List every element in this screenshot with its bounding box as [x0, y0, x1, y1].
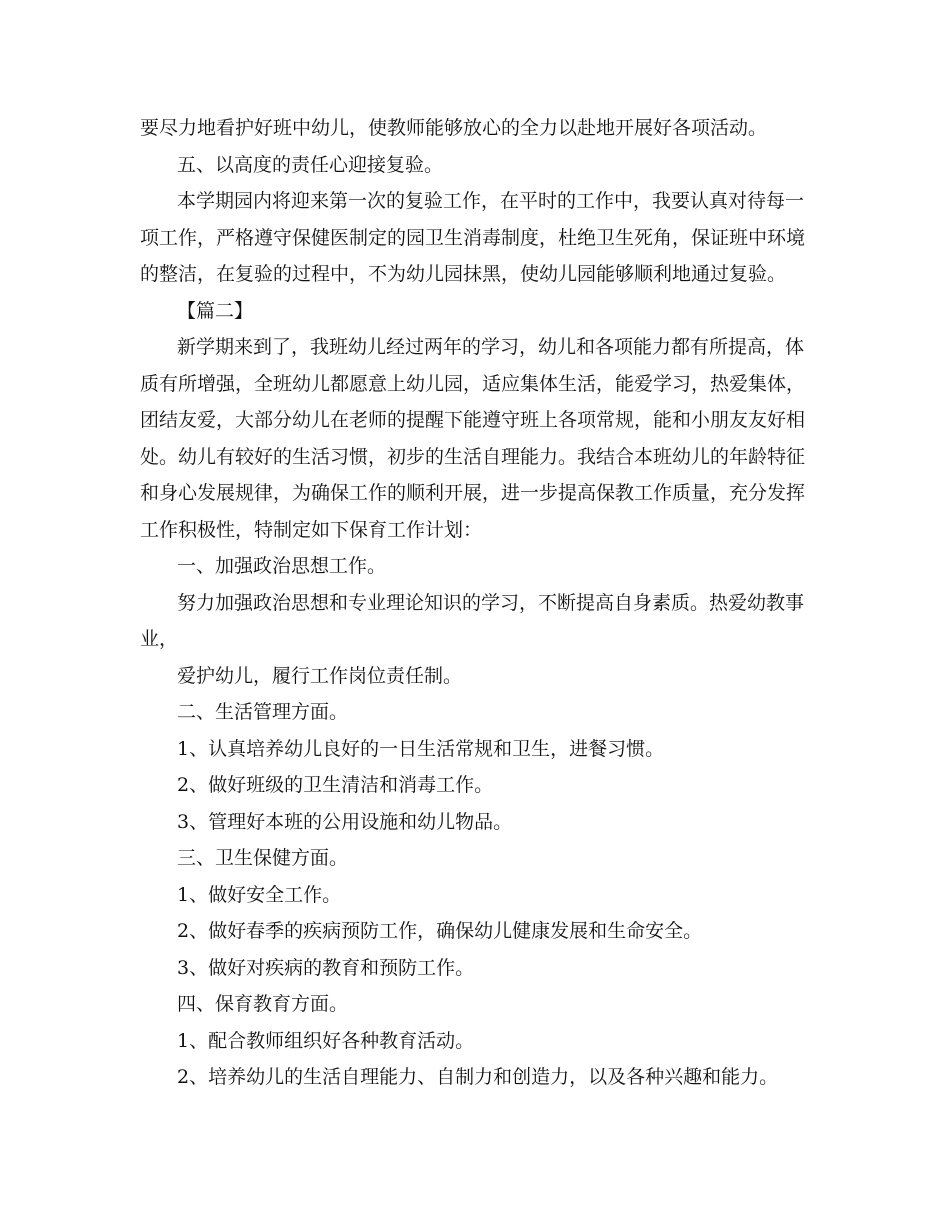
paragraph: 爱护幼儿，履行工作岗位责任制。 — [177, 664, 463, 687]
section-heading: 一、加强政治思想工作。 — [177, 555, 387, 577]
list-item: 3、管理好本班的公用设施和幼儿物品。 — [177, 810, 513, 833]
list-item: 2、做好春季的疾病预防工作，确保幼儿健康发展和生命安全。 — [177, 920, 703, 942]
list-item: 3、做好对疾病的教育和预防工作。 — [177, 956, 475, 979]
part-heading: 【篇二】 — [177, 299, 254, 322]
section-heading: 四、保育教育方面。 — [177, 993, 349, 1015]
document-body — [140, 110, 815, 1096]
list-item: 1、认真培养幼儿良好的一日生活常规和卫生，进餐习惯。 — [177, 737, 665, 760]
paragraph: 新学期来到了，我班幼儿经过两年的学习，幼儿和各项能力都有所提高，体质有所增强，全班幼儿都愿意上幼儿园，适应集体生活，能爱学习，热爱集体，团结友爱，大部分幼儿在老师的提醒下能遵守班上各项常规，能和小朋友友好相处。幼儿有较好的生活习惯，初步的生活自理能力。我结合本班幼儿的年龄特征和身心发展规律，为确保工作的顺利开展，进一步提高保教工作质量，充分发挥工作积极性，特制定如下保育工作计划： — [140, 336, 806, 541]
list-item: 2、培养幼儿的生活自理能力、自制力和创造力，以及各种兴趣和能力。 — [177, 1066, 779, 1088]
list-item: 1、做好安全工作。 — [177, 883, 342, 906]
list-item: 1、配合教师组织好各种教育活动。 — [177, 1029, 475, 1052]
paragraph: 本学期园内将迎来第一次的复验工作，在平时的工作中，我要认真对待每一项工作，严格遵守保健医制定的园卫生消毒制度，杜绝卫生死角，保证班中环境的整洁，在复验的过程中，不为幼儿园抹黑，使幼儿园能够顺利地通过复验。 — [140, 190, 806, 285]
section-heading: 三、卫生保健方面。 — [177, 847, 349, 869]
section-heading: 五、以高度的责任心迎接复验。 — [177, 153, 444, 176]
paragraph: 要尽力地看护好班中幼儿，使教师能够放心的全力以赴地开展好各项活动。 — [140, 117, 768, 139]
paragraph: 努力加强政治思想和专业理论知识的学习，不断提高自身素质。热爱幼教事业， — [140, 591, 805, 650]
section-heading: 二、生活管理方面。 — [177, 701, 349, 723]
list-item: 2、做好班级的卫生清洁和消毒工作。 — [177, 774, 494, 796]
